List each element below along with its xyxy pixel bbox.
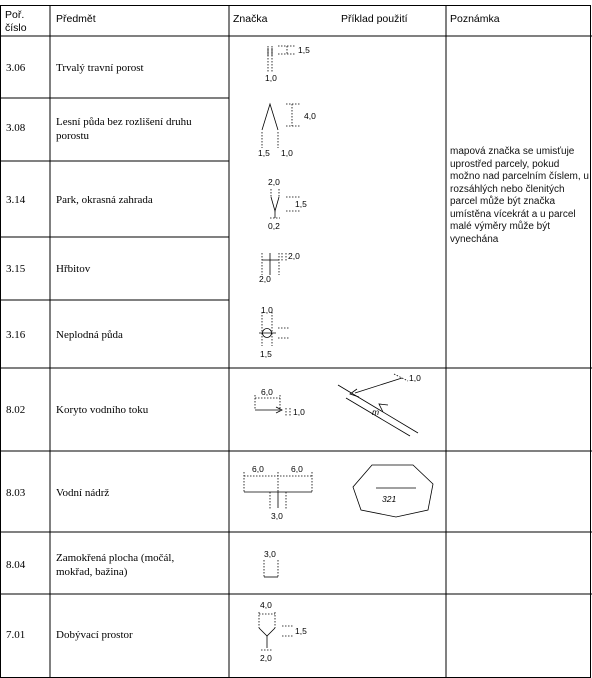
row-subject: mokřad, bažina) [56, 566, 128, 578]
row-number: 3.06 [6, 62, 26, 74]
dimension-label: 1,0 [261, 305, 273, 315]
dimension-label: 1,5 [260, 349, 272, 359]
header-number-line2: číslo [5, 22, 27, 34]
header-note: Poznámka [450, 13, 500, 25]
dimension-label: 1,0 [293, 407, 305, 417]
dimension-label: 1,5 [258, 148, 270, 158]
dimension-label: 4,0 [260, 600, 272, 610]
dimension-label: 1,5 [295, 199, 307, 209]
row-number: 8.02 [6, 404, 26, 416]
header-number-line1: Poř. [5, 9, 25, 21]
dimension-label: 1,0 [265, 73, 277, 83]
symbol-3-15 [262, 253, 286, 275]
row-subject: Hřbitov [56, 263, 91, 275]
row-number: 3.08 [6, 122, 26, 134]
dimension-label: 6,0 [252, 464, 264, 474]
dimension-label: 1,0 [281, 148, 293, 158]
header-symbol: Značka [233, 13, 268, 25]
dimension-label: 4,0 [304, 111, 316, 121]
row-subject: Vodní nádrž [56, 487, 110, 499]
row-number: 3.16 [6, 329, 26, 341]
note-text: mapová značka se umisťuje uprostřed parcely, pokud možno nad parcelním číslem, u rozsáhlých nebo členitých parcel může být značka umístěna vícekrát a u parcel malé výměry může být vynechána [450, 146, 589, 245]
row-subject: Koryto vodního toku [56, 404, 149, 416]
example-8-03 [353, 465, 433, 517]
dimension-label: 1,5 [295, 626, 307, 636]
dimension-label: 1,5 [298, 45, 310, 55]
dimension-label: 2,0 [260, 653, 272, 663]
symbol-3-16 [259, 312, 290, 346]
row-subject: Neplodná půda [56, 329, 123, 341]
row-subject: Dobývací prostor [56, 629, 133, 641]
dimension-label: 0,2 [268, 221, 280, 231]
symbol-3-06 [268, 46, 296, 72]
example-label: 1,0 [409, 373, 421, 383]
dimension-label: 2,0 [268, 177, 280, 187]
dimension-label: 3,0 [264, 549, 276, 559]
symbol-8-03 [244, 472, 312, 510]
dimension-label: 2,0 [259, 274, 271, 284]
symbol-7-01 [259, 612, 294, 650]
row-subject: Trvalý travní porost [56, 62, 144, 74]
example-label: m [372, 407, 380, 417]
header-subject: Předmět [56, 13, 96, 25]
row-subject: Zamokřená plocha (močál, [56, 552, 175, 564]
row-number: 8.03 [6, 487, 26, 499]
row-subject: porostu [56, 130, 89, 142]
dimension-label: 2,0 [288, 251, 300, 261]
row-number: 7.01 [6, 629, 26, 641]
row-subject: Lesní půda bez rozlišení druhu [56, 116, 192, 128]
row-number: 3.14 [6, 194, 26, 206]
row-subject: Park, okrasná zahrada [56, 194, 153, 206]
example-label: 321 [382, 494, 397, 504]
dimension-label: 3,0 [271, 511, 283, 521]
dimension-label: 6,0 [291, 464, 303, 474]
example-8-02 [338, 374, 418, 436]
dimension-label: 6,0 [261, 387, 273, 397]
row-number: 3.15 [6, 263, 26, 275]
symbol-8-04 [264, 560, 278, 577]
header-example: Příklad použití [341, 13, 408, 25]
row-number: 8.04 [6, 559, 26, 571]
symbol-8-02 [255, 395, 290, 416]
symbol-3-08 [262, 104, 300, 148]
